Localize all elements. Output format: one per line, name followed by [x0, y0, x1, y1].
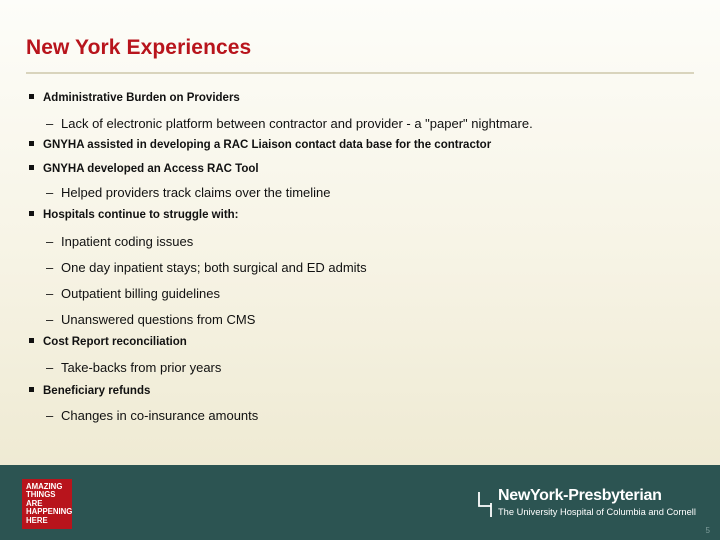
sub-bullet-item: – One day inpatient stays; both surgical and ED admits	[46, 260, 367, 275]
bullet-item: Cost Report reconciliation	[29, 336, 187, 348]
title-divider	[26, 72, 694, 74]
footer-bar	[0, 465, 720, 540]
sub-bullet-item: – Lack of electronic platform between contractor and provider - a "paper" nightmare.	[46, 116, 533, 131]
logo-mark-icon	[478, 489, 492, 519]
sub-bullet-item: – Changes in co-insurance amounts	[46, 408, 259, 423]
dash-bullet-icon: –	[46, 234, 54, 249]
page-number: 5	[705, 526, 710, 535]
sub-bullet-item: – Take-backs from prior years	[46, 360, 222, 375]
square-bullet-icon	[29, 165, 34, 170]
sub-bullet-item: – Unanswered questions from CMS	[46, 312, 256, 327]
square-bullet-icon	[29, 94, 34, 99]
sub-bullet-item: – Outpatient billing guidelines	[46, 286, 220, 301]
dash-bullet-icon: –	[46, 360, 54, 375]
dash-bullet-icon: –	[46, 312, 54, 327]
logo-subtitle: The University Hospital of Columbia and Cornell	[498, 507, 696, 517]
bullet-item: GNYHA assisted in developing a RAC Liaison contact data base for the contractor	[29, 139, 491, 151]
square-bullet-icon	[29, 141, 34, 146]
amazing-things-badge: AMAZING THINGS ARE HAPPENING HERE	[22, 479, 72, 529]
square-bullet-icon	[29, 387, 34, 392]
bullet-item: Beneficiary refunds	[29, 385, 150, 397]
bullet-item: GNYHA developed an Access RAC Tool	[29, 163, 259, 175]
square-bullet-icon	[29, 338, 34, 343]
bullet-item: Hospitals continue to struggle with:	[29, 209, 239, 221]
sub-bullet-item: – Inpatient coding issues	[46, 234, 194, 249]
square-bullet-icon	[29, 211, 34, 216]
dash-bullet-icon: –	[46, 286, 54, 301]
slide-title: New York Experiences	[26, 36, 252, 59]
dash-bullet-icon: –	[46, 185, 54, 200]
sub-bullet-item: – Helped providers track claims over the timeline	[46, 185, 331, 200]
logo-name: NewYork-Presbyterian	[498, 487, 662, 504]
dash-bullet-icon: –	[46, 408, 54, 423]
bullet-item: Administrative Burden on Providers	[29, 92, 240, 104]
dash-bullet-icon: –	[46, 260, 54, 275]
dash-bullet-icon: –	[46, 116, 54, 131]
